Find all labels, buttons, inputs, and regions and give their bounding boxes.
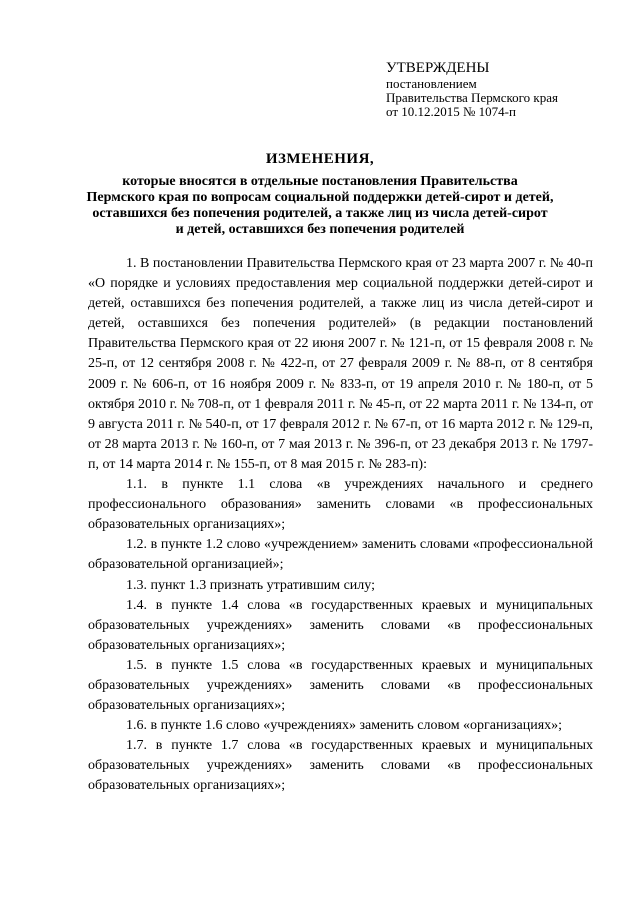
subtitle-line: и детей, оставшихся без попечения родителей <box>175 222 465 237</box>
paragraph-1-3: 1.3. пункт 1.3 признать утратившим силу; <box>126 577 375 593</box>
subtitle-line: которые вносятся в отдельные постановления Правительства <box>122 174 518 189</box>
approval-stamp <box>386 60 558 119</box>
paragraph-1-1: 1.1. в пункте 1.1 слова «в учреждениях начального и среднего профессионального образования» заменить словами «в профессиональных образовательных организациях»; <box>88 477 593 533</box>
paragraph-1-4: 1.4. в пункте 1.4 слова «в государственных краевых и муниципальных образовательных учреждениях» заменить словами «в профессиональных образовательных организациях»; <box>88 597 593 653</box>
paragraph-1-6: 1.6. в пункте 1.6 слово «учреждениях» заменить словом «организациях»; <box>126 718 563 734</box>
document-title <box>0 150 640 238</box>
approval-heading: УТВЕРЖДЕНЫ <box>386 60 490 76</box>
approval-line: Правительства Пермского края <box>386 90 558 105</box>
approval-line: постановлением <box>386 76 477 91</box>
document-body <box>88 254 593 797</box>
approval-date: от 10.12.2015 № 1074-п <box>386 104 516 119</box>
paragraph-1-2: 1.2. в пункте 1.2 слово «учреждением» заменить словами «профессиональной образовательной организацией»; <box>88 537 593 573</box>
paragraph-1-5: 1.5. в пункте 1.5 слова «в государственных краевых и муниципальных образовательных учреждениях» заменить словами «в профессиональных образовательных организациях»; <box>88 657 593 714</box>
title-heading: ИЗМЕНЕНИЯ, <box>265 151 375 167</box>
title-subtitle <box>0 174 640 238</box>
subtitle-line: Пермского края по вопросам социальной поддержки детей-сирот и детей, <box>86 190 554 205</box>
paragraph-1-7: 1.7. в пункте 1.7 слова «в государственных краевых и муниципальных образовательных учреждениях» заменить словами «в профессиональных образовательных организациях»; <box>88 738 593 794</box>
paragraph-1: 1. В постановлении Правительства Пермского края от 23 марта 2007 г. № 40-п «О порядке и условиях предоставления мер социальной поддержки детей-сирот и детей, оставшихся без попечения родителей, а также лиц из числа детей-сирот и детей, оставшихся без попечения родителей» (в редакции постановлений Правительства Пермского края от 22 июня 2007 г. № 121-п, от 15 февраля 2008 г. № 25-п, от 12 сентября 2008 г. № 422-п, от 27 февраля 2009 г. № 88-п, от 8 сентября 2009 г. № 606-п, от 16 ноября 2009 г. № 833-п, от 19 апреля 2010 г. № 180-п, от 5 октября 2010 г. № 708-п, от 1 февраля 2011 г. № 45-п, от 22 марта 2011 г. № 134-п, от 9 августа 2011 г. № 540-п, от 17 февраля 2012 г. № 67-п, от 16 марта 2012 г. № 129-п, от 28 марта 2013 г. № 160-п, от 7 мая 2013 г. № 396-п, от 23 декабря 2013 г. № 1797-п, от 14 марта 2014 г. № 155-п, от 8 мая 2015 г. № 283-п): <box>88 256 593 472</box>
subtitle-line: оставшихся без попечения родителей, а также лиц из числа детей-сирот <box>92 206 548 221</box>
